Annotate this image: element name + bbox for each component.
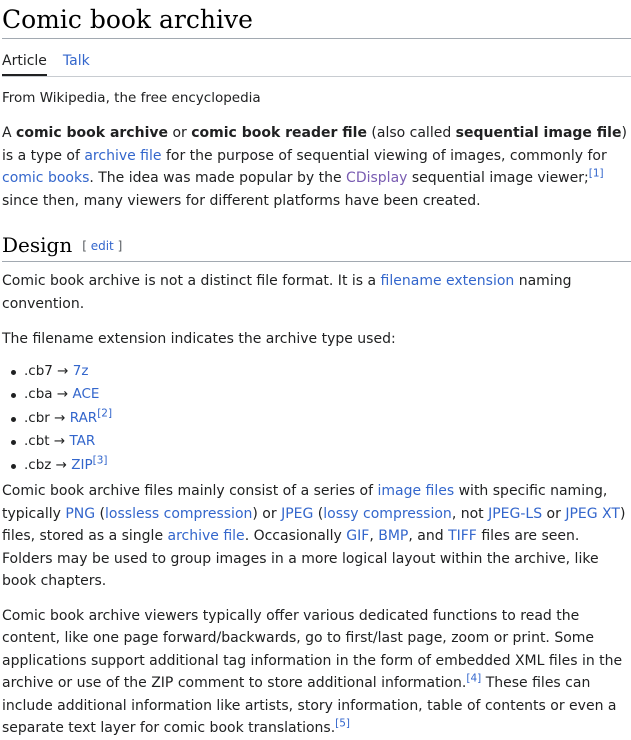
ref-1[interactable]: [1] bbox=[588, 167, 604, 180]
link-tiff[interactable]: TIFF bbox=[448, 528, 477, 544]
ref-4[interactable]: [4] bbox=[466, 672, 482, 685]
site-tagline: From Wikipedia, the free encyclopedia bbox=[2, 90, 261, 106]
link-bmp[interactable]: BMP bbox=[378, 528, 409, 544]
link-zip[interactable]: ZIP bbox=[71, 456, 93, 473]
link-jpeg[interactable]: JPEG bbox=[281, 505, 314, 522]
list-item: .cbr → RAR[2] bbox=[10, 407, 631, 431]
list-item: .cba → ACE bbox=[10, 383, 631, 407]
edit-section: [ edit ] bbox=[82, 239, 123, 253]
design-paragraph-4: Comic book archive viewers typically offer various dedicated functions to read the content, like one page forward/backwards, go to first/last page, zoom or print. Some applications support additional tag information in the form of embedded XML files in the archive or use of the ZIP comment to store additional information.[4] These files can include additional information like artists, story information, table of contents or even a separate text layer for comic book translations.[5] bbox=[2, 607, 623, 736]
link-cdisplay[interactable]: CDisplay bbox=[346, 170, 408, 186]
link-7z[interactable]: 7z bbox=[72, 362, 89, 379]
tab-article[interactable]: Article bbox=[2, 39, 47, 76]
link-rar[interactable]: RAR bbox=[69, 409, 98, 426]
design-paragraph-1: Comic book archive is not a distinct file format. It is a filename extension naming convention. bbox=[2, 273, 572, 312]
list-item: .cbz → ZIP[3] bbox=[10, 454, 631, 478]
bold-term: sequential image file bbox=[455, 125, 622, 141]
link-comic-books[interactable]: comic books bbox=[2, 170, 90, 186]
page-tabs bbox=[2, 39, 631, 77]
link-filename-extension[interactable]: filename extension bbox=[380, 273, 515, 289]
link-archive-file[interactable]: archive file bbox=[84, 147, 162, 164]
ref-3[interactable]: [3] bbox=[92, 454, 108, 466]
link-ace[interactable]: ACE bbox=[72, 386, 100, 402]
page-title: Comic book archive bbox=[2, 0, 631, 39]
extension-list bbox=[2, 360, 631, 478]
bold-term: comic book reader file bbox=[191, 125, 367, 141]
bold-term: comic book archive bbox=[16, 125, 168, 141]
section-heading-design: Design [ edit ] bbox=[2, 231, 631, 262]
edit-link[interactable]: edit bbox=[90, 239, 114, 253]
design-paragraph-3: Comic book archive files mainly consist of a series of image files with specific naming, typically PNG (lossless compression) or JPEG (lossy compression, not JPEG-LS or JPEG XT) files, stored as a single archive file. Occasionally GIF, BMP, and TIFF files are seen. Folders may be used to group images in a more logical layout within the archive, like book chapters. bbox=[2, 483, 626, 589]
link-png[interactable]: PNG bbox=[65, 505, 96, 522]
list-item: .cb7 → 7z bbox=[10, 360, 631, 384]
link-lossy-compression[interactable]: lossy compression bbox=[323, 505, 452, 522]
ref-5[interactable]: [5] bbox=[335, 717, 351, 730]
intro-paragraph: A comic book archive or comic book reader file (also called sequential image file) is a type of archive file for the purpose of sequential viewing of images, commonly for comic books. The idea was made popular by the CDisplay sequential image viewer;[1] since then, many viewers for different platforms have been created. bbox=[2, 125, 627, 209]
link-jpeg-xt[interactable]: JPEG XT bbox=[565, 505, 620, 522]
link-image-files[interactable]: image files bbox=[377, 483, 455, 499]
link-jpeg-ls[interactable]: JPEG-LS bbox=[488, 505, 543, 522]
link-tar[interactable]: TAR bbox=[69, 433, 96, 449]
link-lossless-compression[interactable]: lossless compression bbox=[105, 505, 253, 522]
ref-2[interactable]: [2] bbox=[97, 407, 113, 419]
list-item: .cbt → TAR bbox=[10, 430, 631, 454]
tab-talk[interactable]: Talk bbox=[62, 53, 90, 69]
design-paragraph-2: The filename extension indicates the archive type used: bbox=[2, 331, 396, 347]
link-gif[interactable]: GIF bbox=[346, 528, 370, 544]
link-archive-file[interactable]: archive file bbox=[167, 528, 245, 544]
